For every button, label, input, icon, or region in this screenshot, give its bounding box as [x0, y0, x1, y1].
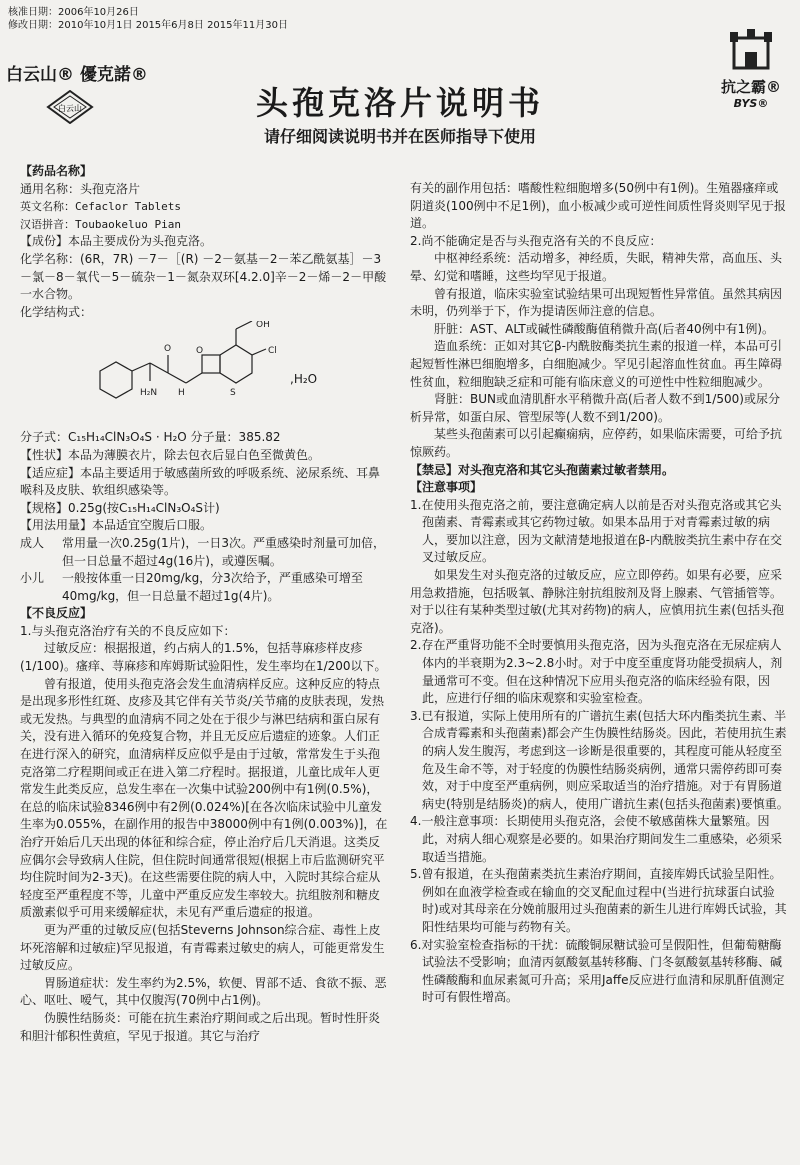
molecular-formula: 分子式：C₁₅H₁₄ClN₃O₄S · H₂O 分子量：385.82 [20, 430, 281, 445]
adverse-item-1: 1.与头孢克洛治疗有关的不良反应如下： [20, 623, 236, 638]
character: 【性状】本品为薄膜衣片，除去包衣后显白色至微黄色。 [20, 447, 321, 462]
structure-heading: 化学结构式： [20, 304, 93, 319]
adverse-cns: 中枢神经系统：活动增多，神经质，失眠，精神失常，高血压、头晕、幻觉和嗜睡，这些均罕见于报道。 [410, 251, 783, 283]
svg-text:S: S [230, 388, 236, 399]
brand-right-sub: BYS® [733, 97, 769, 110]
right-column [410, 180, 790, 1007]
caution-1b: 如果发生对头孢克洛的过敏反应，应立即停药。如果有必要，应采用急救措施，包括吸氧、静脉注射抗组胺剂及肾上腺素、气管插管等。对于以往有某种类型过敏(尤其对药物)的病人，应慎用抗生素(包括头孢克洛)。 [410, 568, 785, 635]
adverse-liver: 肝脏：AST、ALT或碱性磷酸酶值稍微升高(后者40例中有1例)。 [434, 321, 774, 336]
generic-name: 通用名称：头孢克洛片 [20, 181, 141, 196]
adverse-blood: 造血系统：正如对其它β-内酰胺酶类抗生素的报道一样，本品可引起短暂性淋巴细胞增多，白细胞减少。罕见引起溶血性贫血。再生障碍性贫血，粒细胞缺乏症和可能有临床意义的可逆性中性粒细胞减少。 [410, 339, 783, 389]
dose-adult-label: 成人 [20, 535, 45, 550]
pinyin-name: 汉语拼音：Toubaokeluo Pian [20, 217, 181, 231]
adverse-lab: 曾有报道，临床实验室试验结果可出现短暂性异常值。虽然其病因未明，仍列举于下，作为提请医师注意的信息。 [410, 286, 783, 319]
usage-heading: 【用法用量】本品适宜空腹后口服。 [20, 518, 213, 533]
dose-child-label: 小儿 [20, 571, 45, 586]
caution-5: 5.曾有报道，在头孢菌素类抗生素治疗期间，直接库姆氏试验呈阳性。例如在血液学检查或在输血的交叉配血过程中(当进行抗球蛋白试验时)或对其母亲在分娩前服用过头孢菌素的新生儿进行库姆氏试验，其阳性结果均可能与药物有关。 [410, 867, 787, 934]
revision-date: 修改日期：2010年10月1日 2015年6月8日 2015年11月30日 [8, 20, 288, 31]
caution-2: 2.存在严重肾功能不全时要慎用头孢克洛，因为头孢克洛在无尿症病人体内的半衰期为2.3~2.8小时。对于中度至重度肾功能受损病人，剂量通常可不变。但在这种情况下应用头孢克洛的临床经验有限，因此，应进行仔细的临床观察和实验室检查。 [410, 638, 783, 706]
adverse-heading: 【不良反应】 [20, 606, 93, 621]
document-subtitle: 请仔细阅读说明书并在医师指导下使用 [263, 127, 536, 146]
chemical-structure [20, 321, 388, 429]
adverse-serum-sickness: 曾有报道，使用头孢克洛会发生血清病样反应。这种反应的特点是出现多形性红斑、皮疹及其它伴有关节炎/关节痛的皮肤表现，发热或无发热。与典型的血清病不同之处在于很少与淋巴结病和蛋白尿有关，没有进入循环的免疫复合物，并且无反应后遗症的迹象。人们正在进行深入的研究，血清病样反应似乎是由于过敏，常常发生于头孢克洛第二疗程期间或正在进入第二疗程时。据报道，儿童比成年人更常发生此类反应，总发生率在一次集中试验200例中有1例(0.5%)，在总的临床试验8346例中有2例(0.024%)[在各次临床试验中儿童发生率为0.055%，在副作用的报告中38000例中有1例(0.003%)]，在治疗开始后几天出现的体征和综合症，停止治疗后几天消退。这类反应偶尔会导致病人住院，但住院时间通常很短(根据上市后监测研究平均住院时间为2-3天)。在这些需要住院的病人中，入院时其综合症从轻度至严重程度不等，儿童中严重反应发生率较大。抗组胺剂和糖皮质激素似乎可用来缓解症状，未见有严重后遗症的报道。 [20, 676, 388, 920]
structure-water: ,H₂O [290, 372, 318, 387]
dose-child-text: 一般按体重一日20mg/kg，分3次给予，严重感染可增至40mg/kg，但一日总量不超过1g(4片)。 [62, 571, 363, 603]
adverse-item-2: 2.尚不能确定是否与头孢克洛有关的不良反应： [410, 233, 662, 248]
cefaclor-structure-diagram [80, 321, 300, 429]
fortress-logo-icon [728, 28, 774, 72]
approval-date: 核准日期：2006年10月26日 [8, 7, 139, 18]
english-name: 英文名称：Cefaclor Tablets [20, 200, 181, 214]
brand-right-name: 抗之霸® [720, 78, 781, 96]
adverse-severe-allergy: 更为严重的过敏反应(包括Steverns Johnson综合症、毒性上皮坏死溶解和过敏症)罕见报道，有青霉素过敏史的病人，可能更常发生过敏反应。 [20, 922, 385, 973]
company-logo-text: 白云山 [58, 104, 82, 113]
contraindication: 【禁忌】对头孢克洛和其它头孢菌素过敏者禁用。 [410, 462, 675, 477]
drug-name-heading: 【药品名称】 [20, 164, 93, 178]
adverse-gastrointestinal: 胃肠道症状：发生率约为2.5%，软便、胃部不适、食欲不振、恶心、呕吐、嗳气，其中仅腹泻(70例中占1例)。 [20, 975, 387, 1008]
document-title: 头孢克洛片说明书 [255, 84, 544, 122]
caution-6: 6.对实验室检查指标的干扰：硫酸铜尿糖试验可呈假阳性，但葡萄糖酶试验法不受影响；血清丙氨酸氨基转移酶、门冬氨酸氨基转移酶、碱性磷酸酶和血尿素氮可升高；采用Jaffe反应进行血清和尿肌酐值测定时可有假性增高。 [410, 937, 785, 1005]
adverse-convulsion: 某些头孢菌素可以引起癫痫病，应停药，如果临床需要，可给予抗惊厥药。 [410, 427, 783, 459]
caution-heading: 【注意事项】 [410, 480, 483, 495]
dose-child [20, 570, 388, 605]
svg-text:O: O [196, 346, 204, 357]
adverse-continued: 有关的副作用包括：嗜酸性粒细胞增多(50例中有1例)。生殖器瘙痒或阴道炎(100例中不足1例)，血小板减少或可逆性间质性肾炎则罕见于报道。 [410, 181, 786, 231]
dose-adult-text: 常用量一次0.25g(1片)，一日3次。严重感染时剂量可加倍，但一日总量不超过4g(16片)，或遵医嘱。 [62, 535, 385, 568]
adverse-colitis: 伪膜性结肠炎：可能在抗生素治疗期间或之后出现。暂时性肝炎和胆汁郁积性黄疸，罕见于报道。其它与治疗 [20, 1010, 381, 1043]
svg-text:OH: OH [256, 321, 270, 331]
brand-left: 白云山® 優克諾® [6, 65, 148, 85]
svg-text:O: O [164, 344, 172, 355]
adverse-kidney: 肾脏：BUN或血清肌酐水平稍微升高(后者人数不到1/500)或尿分析异常，如蛋白尿、管型尿等(人数不到1/200)。 [410, 392, 780, 424]
svg-text:H: H [178, 388, 185, 399]
svg-text:Cl: Cl [268, 346, 277, 357]
specification: 【规格】0.25g(按C₁₅H₁₄ClN₃O₄S计) [20, 500, 220, 515]
svg-text:H₂N: H₂N [140, 388, 158, 399]
chemical-name: 化学名称：(6R，7R) －7－［(R) －2－氨基－2－苯乙酰氨基］－3－氯－8－氧代－5－硫杂－1－氮杂双环[4.2.0]辛－2－烯－2－甲酸一水合物。 [20, 251, 387, 302]
dose-adult [20, 535, 388, 570]
ingredient: 【成份】本品主要成份为头孢克洛。 [20, 234, 213, 249]
caution-4: 4.一般注意事项：长期使用头孢克洛，会使不敏感菌株大量繁殖。因此，对病人细心观察是必要的。如果治疗期间发生二重感染，必须采取适当措施。 [410, 814, 783, 864]
adverse-allergy: 过敏反应：根据报道，约占病人的1.5%，包括荨麻疹样皮疹(1/100)。瘙痒、荨麻疹和库姆斯试验阳性，发生率均在1/200以下。 [20, 641, 387, 674]
header-dates [8, 6, 288, 32]
caution-1: 1.在使用头孢克洛之前，要注意确定病人以前是否对头孢克洛或其它头孢菌素、青霉素或其它药物过敏。如果本品用于对青霉素过敏的病人，要加以注意，因为文献清楚地报道在β-内酰胺类抗生素中存在交叉过敏反应。 [410, 497, 782, 565]
left-column [20, 163, 388, 1045]
indication: 【适应症】本品主要适用于敏感菌所致的呼吸系统、泌尿系统、耳鼻喉科及皮肤、软组织感染等。 [20, 465, 381, 498]
caution-3: 3.已有报道，实际上使用所有的广谱抗生素(包括大环内酯类抗生素、半合成青霉素和头孢菌素)都会产生伪膜性结肠炎。因此，若使用抗生素的病人发生腹泻，考虑到这一诊断是很重要的，其程度可能从轻度至危及生命不等，对于轻度的伪膜性结肠炎病例，通常只需停药即可奏效，对于中度至严重病例，则应采取适当的治疗措施。对于有胃肠道病史(特别是结肠炎)的病人，使用广谱抗生素(包括头孢菌素)要慎重。 [410, 708, 789, 811]
